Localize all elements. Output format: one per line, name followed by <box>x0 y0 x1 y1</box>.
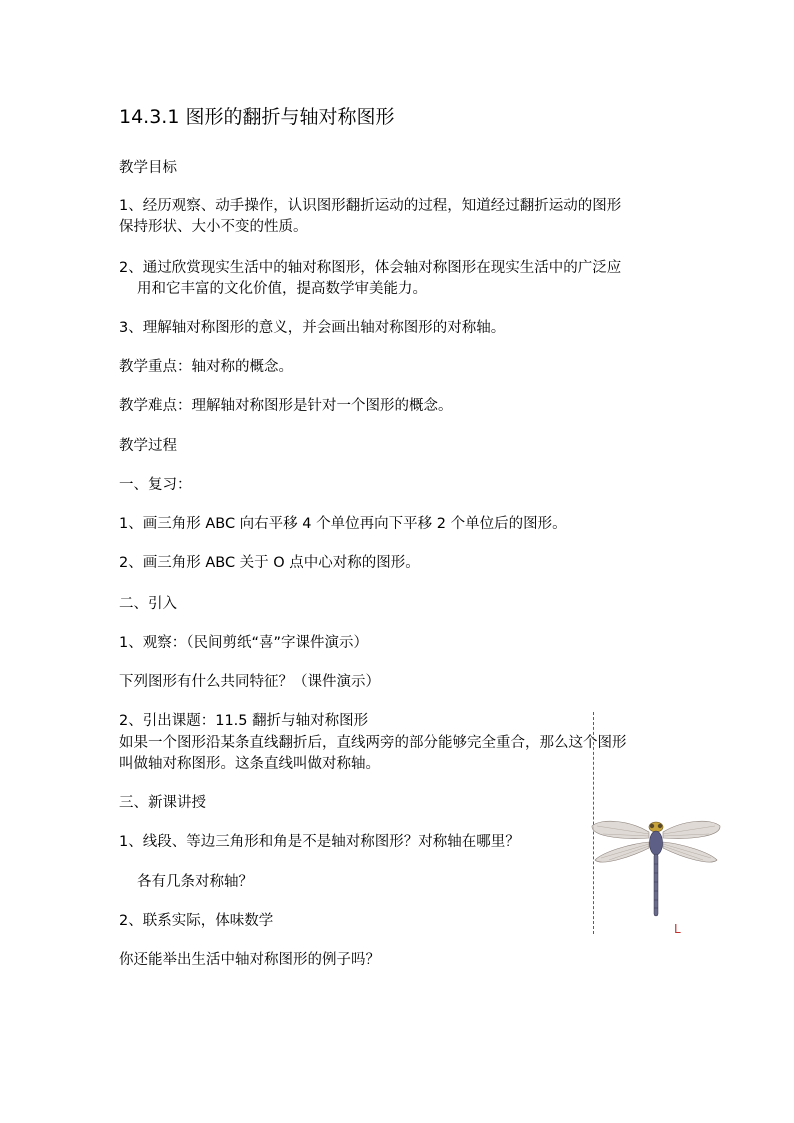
key-point: 教学重点：轴对称的概念。 <box>119 359 293 375</box>
page-title: 14.3.1 图形的翻折与轴对称图形 <box>119 106 395 128</box>
review-item-2: 2、画三角形 ABC 关于 O 点中心对称的图形。 <box>119 555 420 571</box>
new-lesson-item-2: 2、联系实际，体味数学 <box>119 913 274 929</box>
new-lesson-heading: 三、新课讲授 <box>119 795 206 811</box>
symmetry-axis-label: L <box>674 922 681 936</box>
review-item-1: 1、画三角形 ABC 向右平移 4 个单位再向下平移 2 个单位后的图形。 <box>119 516 567 532</box>
goals-heading: 教学目标 <box>119 160 177 176</box>
goal-2-line-2: 用和它丰富的文化价值，提高数学审美能力。 <box>137 281 427 297</box>
final-question: 你还能举出生活中轴对称图形的例子吗？ <box>119 952 380 968</box>
goal-3: 3、理解轴对称图形的意义，并会画出轴对称图形的对称轴。 <box>119 320 506 336</box>
intro-question: 下列图形有什么共同特征？（课件演示） <box>119 674 380 690</box>
definition-line-1: 如果一个图形沿某条直线翻折后，直线两旁的部分能够完全重合，那么这个图形 <box>119 735 627 751</box>
intro-item-1: 1、观察：（民间剪纸“喜”字课件演示） <box>119 635 368 651</box>
intro-item-2: 2、引出课题：11.5 翻折与轴对称图形 <box>119 713 369 729</box>
intro-heading: 二、引入 <box>119 596 177 612</box>
definition-line-2: 叫做轴对称图形。这条直线叫做对称轴。 <box>119 756 380 772</box>
goal-1-line-2: 保持形状、大小不变的性质。 <box>119 219 308 235</box>
new-lesson-item-1-sub: 各有几条对称轴？ <box>137 874 253 890</box>
review-heading: 一、复习： <box>119 477 192 493</box>
difficulty: 教学难点：理解轴对称图形是针对一个图形的概念。 <box>119 398 453 414</box>
process-heading: 教学过程 <box>119 438 177 454</box>
dragonfly-image <box>589 810 723 922</box>
goal-1-line-1: 1、经历观察、动手操作，认识图形翻折运动的过程，知道经过翻折运动的图形 <box>119 198 622 214</box>
goal-2-line-1: 2、通过欣赏现实生活中的轴对称图形，体会轴对称图形在现实生活中的广泛应 <box>119 260 622 276</box>
new-lesson-item-1: 1、线段、等边三角形和角是不是轴对称图形？对称轴在哪里？ <box>119 834 520 850</box>
